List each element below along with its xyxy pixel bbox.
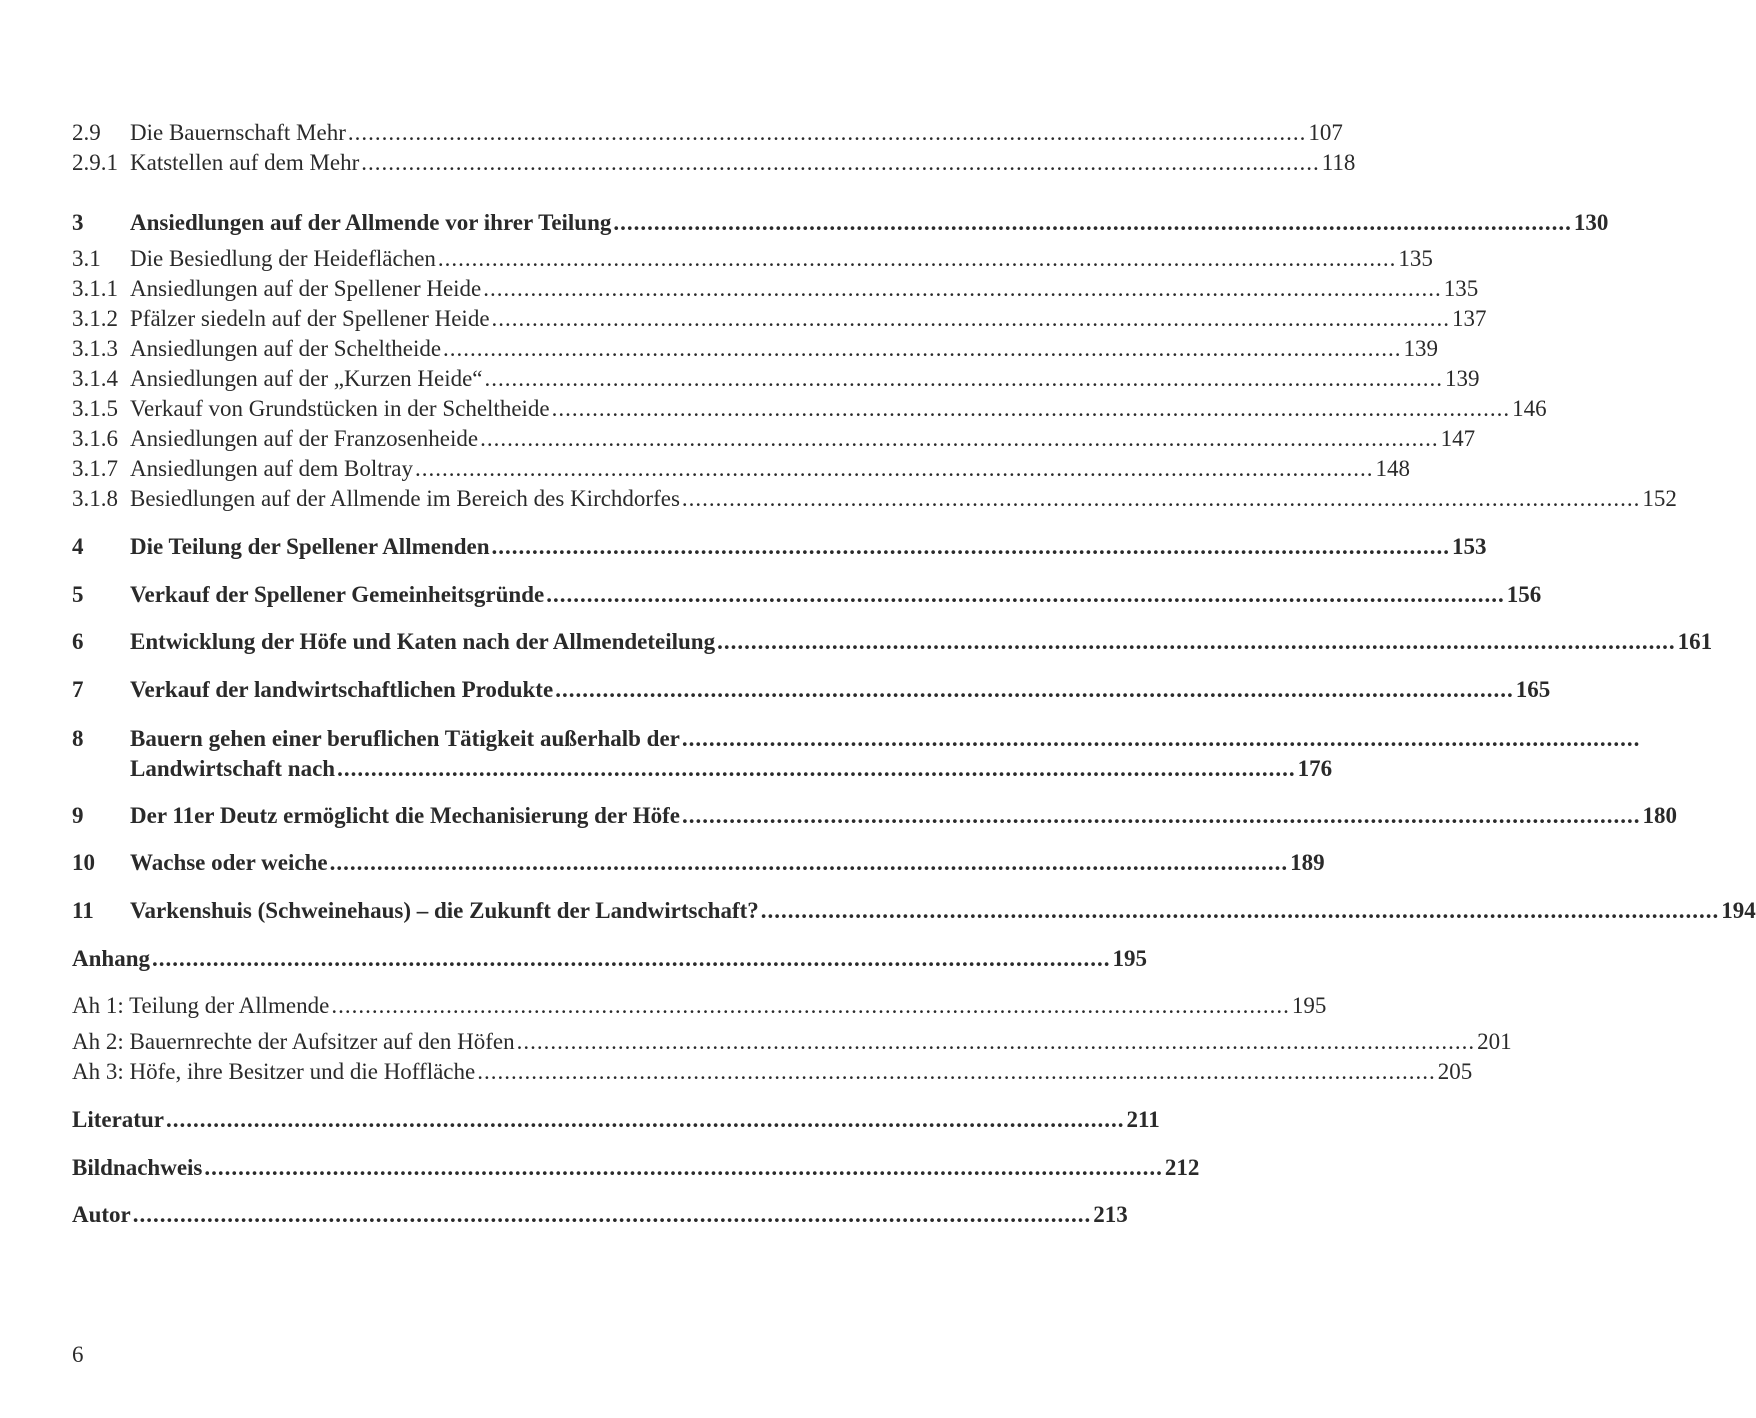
toc-leader: .............................................................................................................................................. xyxy=(151,946,1111,971)
toc-title: Ansiedlungen auf der Allmende vor ihrer Teilung xyxy=(130,210,612,235)
toc-number: 3.1.8 xyxy=(72,486,118,511)
toc-number: 9 xyxy=(72,803,84,828)
toc-title: Ansiedlungen auf der Franzosenheide xyxy=(130,426,479,451)
toc-page: 176 xyxy=(1297,756,1333,781)
toc-page: 201 xyxy=(1477,1029,1512,1054)
toc-title: Ah 1: Teilung der Allmende xyxy=(72,993,330,1018)
toc-page: 153 xyxy=(1452,534,1487,559)
toc-title: Landwirtschaft nach xyxy=(130,756,336,781)
toc-title: Ansiedlungen auf dem Boltray xyxy=(130,456,413,481)
toc-number: 3.1.7 xyxy=(72,456,118,481)
toc-leader: .............................................................................................................................................. xyxy=(555,677,1514,702)
toc-page: 189 xyxy=(1290,850,1325,875)
toc-entry xyxy=(72,1105,1160,1135)
toc-title: Ansiedlungen auf der „Kurzen Heide“ xyxy=(130,366,483,391)
toc-page: 118 xyxy=(1321,150,1356,175)
toc-title: Bauern gehen einer beruflichen Tätigkeit außerhalb der xyxy=(130,726,680,751)
toc-page: 211 xyxy=(1126,1107,1160,1132)
toc-entry xyxy=(72,118,1343,148)
toc-title: Die Besiedlung der Heideflächen xyxy=(130,246,436,271)
toc-page: 156 xyxy=(1506,582,1542,607)
toc-title: Pfälzer siedeln auf der Spellener Heide xyxy=(130,306,490,331)
toc-page: 180 xyxy=(1642,803,1677,828)
toc-title: Besiedlungen auf der Allmende im Bereich des Kirchdorfes xyxy=(130,486,680,511)
toc-leader: .............................................................................................................................................. xyxy=(414,456,1374,481)
toc-entry xyxy=(72,304,1487,334)
toc-entry xyxy=(72,675,1551,705)
toc-page: 139 xyxy=(1403,336,1439,361)
toc-page: 195 xyxy=(1291,993,1327,1018)
page-number: 6 xyxy=(72,1342,84,1367)
toc-title: Katstellen auf dem Mehr xyxy=(130,150,360,175)
toc-leader: .............................................................................................................................................. xyxy=(551,396,1511,421)
toc-number: 7 xyxy=(72,677,84,702)
toc-entry xyxy=(72,848,1325,878)
toc-entry xyxy=(72,424,1476,454)
toc-number: 10 xyxy=(72,850,95,875)
toc-leader: .............................................................................................................................................. xyxy=(132,1202,1092,1227)
toc-title: Verkauf der Spellener Gemeinheitsgründe xyxy=(130,582,545,607)
toc-leader: .............................................................................................................................................. xyxy=(760,898,1720,923)
toc-leader: .............................................................................................................................................. xyxy=(681,726,1641,751)
toc-title: Verkauf der landwirtschaftlichen Produkte xyxy=(130,677,554,702)
toc-entry xyxy=(72,991,1327,1021)
toc-leader: .............................................................................................................................................. xyxy=(491,534,1451,559)
toc-page: 137 xyxy=(1452,306,1487,331)
toc-page: 152 xyxy=(1642,486,1677,511)
toc-leader: .............................................................................................................................................. xyxy=(516,1029,1476,1054)
toc-page: 139 xyxy=(1445,366,1480,391)
toc-number: 2.9 xyxy=(72,120,101,145)
toc-entry xyxy=(72,484,1677,514)
toc-title: Bildnachweis xyxy=(72,1155,203,1180)
toc-leader: .............................................................................................................................................. xyxy=(484,366,1444,391)
toc-leader: .............................................................................................................................................. xyxy=(329,850,1289,875)
toc-page: 135 xyxy=(1398,246,1433,271)
toc-leader: .............................................................................................................................................. xyxy=(546,582,1505,607)
toc-page: 212 xyxy=(1164,1155,1200,1180)
toc-title: Ah 2: Bauernrechte der Aufsitzer auf den Höfen xyxy=(72,1029,515,1054)
toc-entry xyxy=(72,801,1677,831)
toc-entry xyxy=(72,394,1547,424)
toc-leader: .............................................................................................................................................. xyxy=(717,629,1676,654)
toc-leader: .............................................................................................................................................. xyxy=(361,150,1320,175)
toc-leader: .............................................................................................................................................. xyxy=(681,486,1641,511)
toc-entry xyxy=(72,334,1439,364)
toc-entry xyxy=(72,532,1487,562)
toc-title: Ah 3: Höfe, ihre Besitzer und die Hoffläche xyxy=(72,1059,476,1084)
toc-title: Der 11er Deutz ermöglicht die Mechanisierung der Höfe xyxy=(130,803,680,828)
toc-leader: .............................................................................................................................................. xyxy=(337,756,1296,781)
toc-title: Entwicklung der Höfe und Katen nach der Allmendeteilung xyxy=(130,629,716,654)
toc-entry xyxy=(72,364,1480,394)
toc-number: 2.9.1 xyxy=(72,150,118,175)
toc-number: 5 xyxy=(72,582,84,607)
toc-title: Wachse oder weiche xyxy=(130,850,328,875)
toc-number: 11 xyxy=(72,898,94,923)
toc-entry xyxy=(72,1057,1473,1087)
toc-number: 3.1 xyxy=(72,246,101,271)
toc-entry xyxy=(72,1027,1512,1057)
toc-title: Anhang xyxy=(72,946,150,971)
toc-title: Autor xyxy=(72,1202,131,1227)
toc-number: 3.1.6 xyxy=(72,426,118,451)
toc-page: 195 xyxy=(1112,946,1147,971)
toc-entry xyxy=(72,244,1433,274)
toc-leader: .............................................................................................................................................. xyxy=(491,306,1451,331)
toc-title: Literatur xyxy=(72,1107,164,1132)
toc-leader: .............................................................................................................................................. xyxy=(443,336,1402,361)
toc-leader: .............................................................................................................................................. xyxy=(681,803,1641,828)
toc-number: 3 xyxy=(72,210,84,235)
toc-leader: .............................................................................................................................................. xyxy=(165,1107,1125,1132)
toc-number: 4 xyxy=(72,534,84,559)
toc-page: 147 xyxy=(1440,426,1476,451)
toc-entry xyxy=(72,754,1333,784)
toc-page: 194 xyxy=(1721,898,1756,923)
toc-page: 135 xyxy=(1443,276,1479,301)
toc-entry xyxy=(72,724,1641,754)
toc-title: Varkenshuis (Schweinehaus) – die Zukunft der Landwirtschaft? xyxy=(130,898,759,923)
toc-number: 3.1.2 xyxy=(72,306,118,331)
toc-entry xyxy=(72,274,1479,304)
toc-entry xyxy=(72,454,1410,484)
toc-number: 6 xyxy=(72,629,84,654)
toc-entry xyxy=(72,896,1756,926)
toc-number: 3.1.1 xyxy=(72,276,118,301)
toc-leader: .............................................................................................................................................. xyxy=(480,426,1439,451)
toc-entry xyxy=(72,208,1609,238)
toc-title: Ansiedlungen auf der Spellener Heide xyxy=(130,276,482,301)
toc-entry xyxy=(72,148,1356,178)
toc-page: 213 xyxy=(1093,1202,1128,1227)
toc-number: 3.1.3 xyxy=(72,336,118,361)
toc-leader: .............................................................................................................................................. xyxy=(483,276,1442,301)
toc-leader: .............................................................................................................................................. xyxy=(437,246,1397,271)
toc-entry xyxy=(72,627,1713,657)
toc-entry xyxy=(72,580,1542,610)
toc-page: 161 xyxy=(1677,629,1713,654)
toc-leader: .............................................................................................................................................. xyxy=(347,120,1307,145)
toc-title: Die Bauernschaft Mehr xyxy=(130,120,346,145)
toc-page: 165 xyxy=(1515,677,1551,702)
toc-number: 3.1.5 xyxy=(72,396,118,421)
toc-page: 205 xyxy=(1437,1059,1473,1084)
toc-page: 107 xyxy=(1308,120,1343,145)
toc-number: 8 xyxy=(72,726,84,751)
toc-entry xyxy=(72,944,1147,974)
toc-page: 148 xyxy=(1375,456,1410,481)
toc-leader: .............................................................................................................................................. xyxy=(331,993,1290,1018)
toc-title: Ansiedlungen auf der Scheltheide xyxy=(130,336,442,361)
toc-number: 3.1.4 xyxy=(72,366,118,391)
toc-page: 130 xyxy=(1573,210,1609,235)
toc-leader: .............................................................................................................................................. xyxy=(613,210,1572,235)
toc-leader: .............................................................................................................................................. xyxy=(477,1059,1436,1084)
toc-entry xyxy=(72,1200,1128,1230)
toc-leader: .............................................................................................................................................. xyxy=(204,1155,1163,1180)
toc-page: 146 xyxy=(1512,396,1547,421)
toc-title: Verkauf von Grundstücken in der Scheltheide xyxy=(130,396,550,421)
toc-entry xyxy=(72,1153,1200,1183)
toc-title: Die Teilung der Spellener Allmenden xyxy=(130,534,490,559)
